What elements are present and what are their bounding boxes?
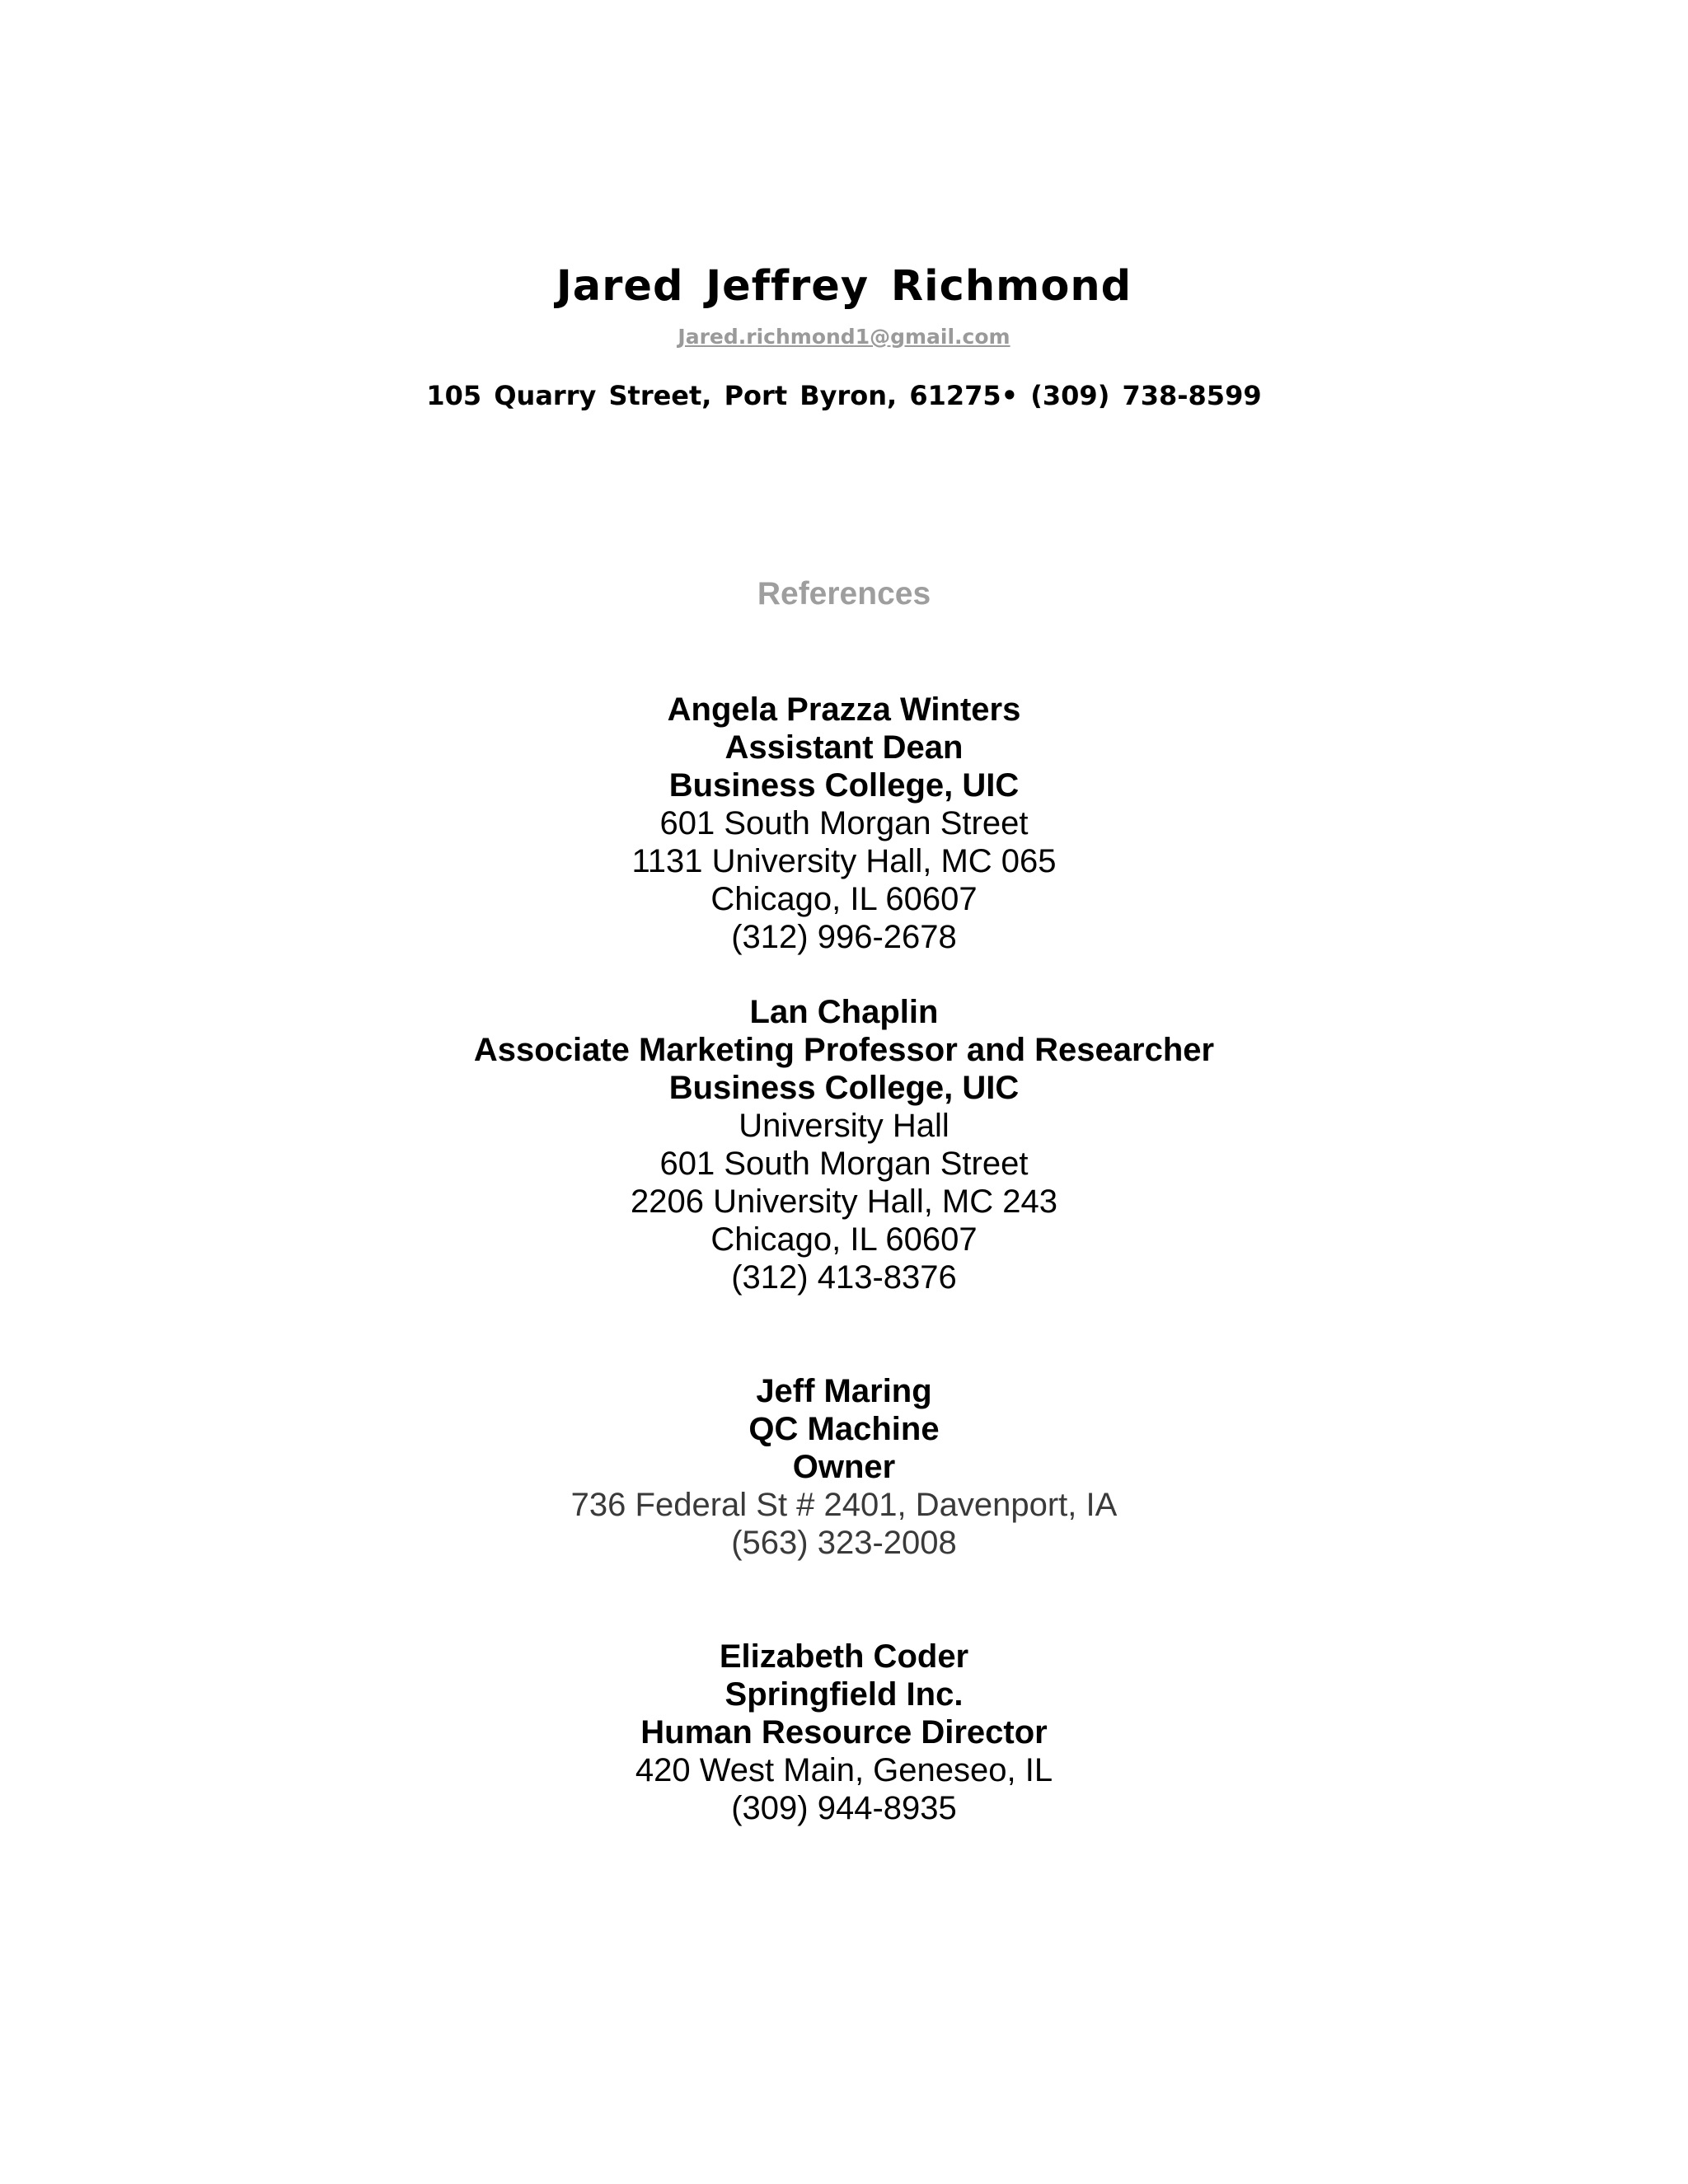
reference-address-line: Chicago, IL 60607 <box>710 1221 978 1258</box>
reference-address-line: 420 West Main, Geneseo, IL <box>635 1752 1053 1788</box>
reference-name: Jeff Maring <box>756 1373 932 1409</box>
reference-title: Associate Marketing Professor and Researcher <box>473 1032 1215 1068</box>
reference-entry <box>0 691 1688 956</box>
reference-title: Assistant Dean <box>724 729 964 766</box>
reference-address-line: 601 South Morgan Street <box>659 805 1029 841</box>
reference-name: Elizabeth Coder <box>719 1638 969 1675</box>
spacer <box>0 956 1688 993</box>
spacer <box>0 1296 1688 1372</box>
reference-address-line: 2206 University Hall, MC 243 <box>631 1183 1057 1220</box>
reference-address-line: 1131 University Hall, MC 065 <box>631 843 1057 879</box>
reference-address-line: Chicago, IL 60607 <box>710 881 978 917</box>
reference-address-line: 736 Federal St # 2401, Davenport, IA <box>570 1487 1118 1523</box>
reference-title: Owner <box>792 1449 896 1485</box>
references-list <box>0 691 1688 1827</box>
reference-entry <box>0 993 1688 1296</box>
contact-header <box>0 262 1688 412</box>
address-phone-line: 105 Quarry Street, Port Byron, 61275• (309) 738-8599 <box>426 380 1262 411</box>
spacer <box>0 1562 1688 1638</box>
reference-name: Angela Prazza Winters <box>667 691 1021 728</box>
applicant-name: Jared Jeffrey Richmond <box>556 262 1132 311</box>
reference-organization: Business College, UIC <box>668 767 1020 804</box>
reference-phone: (563) 323-2008 <box>731 1525 957 1561</box>
reference-entry <box>0 1372 1688 1562</box>
reference-address-line: 601 South Morgan Street <box>659 1146 1029 1182</box>
reference-phone: (312) 413-8376 <box>731 1259 957 1296</box>
reference-name: Lan Chaplin <box>749 994 939 1030</box>
reference-address-line: University Hall <box>738 1108 950 1144</box>
reference-organization: Business College, UIC <box>668 1070 1020 1106</box>
reference-title: Human Resource Director <box>640 1714 1048 1750</box>
references-heading: References <box>757 576 931 612</box>
reference-entry <box>0 1638 1688 1827</box>
reference-phone: (309) 944-8935 <box>731 1790 957 1826</box>
reference-organization: QC Machine <box>748 1411 940 1447</box>
reference-organization: Springfield Inc. <box>724 1676 964 1713</box>
email-link[interactable]: Jared.richmond1@gmail.com <box>678 325 1010 349</box>
reference-phone: (312) 996-2678 <box>731 919 957 955</box>
